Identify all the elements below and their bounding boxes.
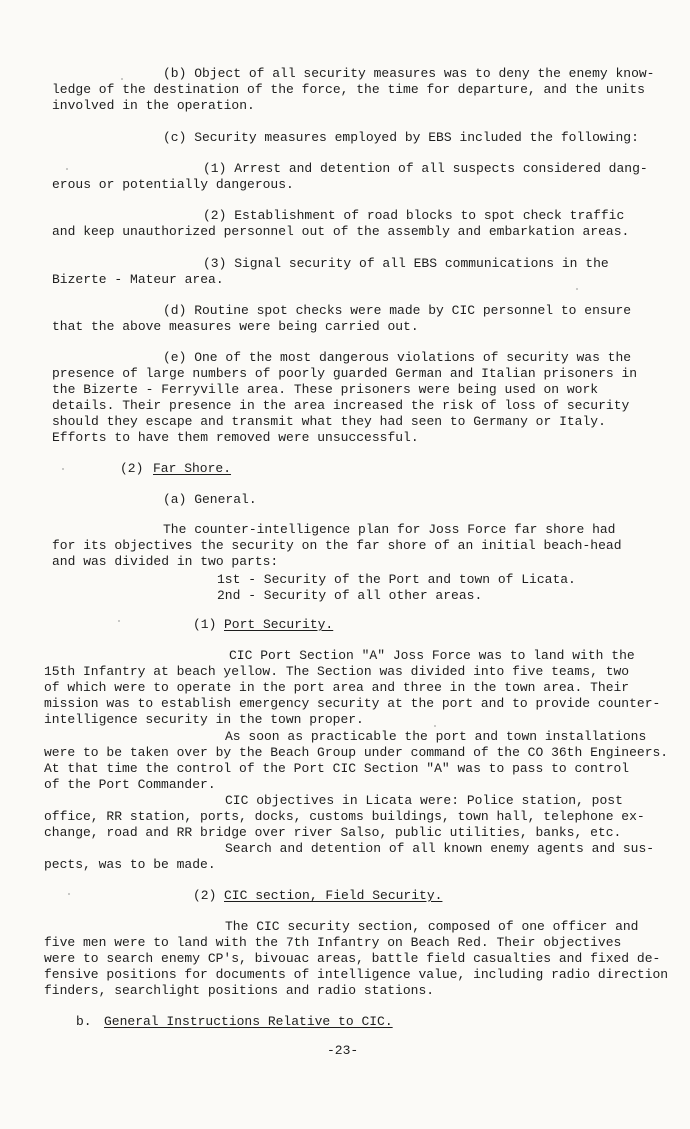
port-p2-line-2: were to be taken over by the Beach Group under command of the CO 36th Engineers.	[44, 745, 669, 760]
port-p3-line-1: CIC objectives in Licata were: Police station, post	[225, 793, 623, 808]
scan-speck	[434, 725, 436, 727]
para-e-line-3: the Bizerte - Ferryville area. These prisoners were being used on work	[52, 382, 599, 397]
cic-line-2: five men were to land with the 7th Infantry on Beach Red. Their objectives	[44, 935, 622, 950]
scan-speck	[62, 468, 64, 470]
para-e-line-5: should they escape and transmit what they had seen to Germany or Italy.	[52, 414, 606, 429]
para-d-line-2: that the above measures were being carried out.	[52, 319, 419, 334]
para-c-line-1: (c) Security measures employed by EBS included the following:	[163, 130, 639, 145]
cic-section-heading: CIC section, Field Security.	[224, 888, 443, 903]
para-e-line-4: details. Their presence in the area increased the risk of loss of security	[52, 398, 630, 413]
para-c1-line-1: (1) Arrest and detention of all suspects considered dang-	[203, 161, 648, 176]
port-security-number: (1)	[193, 617, 217, 632]
para-e-line-1: (e) One of the most dangerous violations of security was the	[163, 350, 632, 365]
port-p2-line-3: At that time the control of the Port CIC Section "A" was to pass to control	[44, 761, 630, 776]
port-p2-line-1: As soon as practicable the port and town installations	[225, 729, 647, 744]
cic-section-number: (2)	[193, 888, 217, 903]
port-p4-line-2: pects, was to be made.	[44, 857, 216, 872]
general-instructions-heading: General Instructions Relative to CIC.	[104, 1014, 393, 1029]
cic-line-1: The CIC security section, composed of one officer and	[225, 919, 639, 934]
scan-speck	[68, 893, 70, 895]
port-p4-line-1: Search and detention of all known enemy agents and sus-	[225, 841, 655, 856]
para-d-line-1: (d) Routine spot checks were made by CIC personnel to ensure	[163, 303, 632, 318]
para-c3-line-1: (3) Signal security of all EBS communications in the	[203, 256, 609, 271]
plan-line-2: for its objectives the security on the far shore of an initial beach-head	[52, 538, 622, 553]
scan-speck	[576, 288, 578, 290]
port-security-heading: Port Security.	[224, 617, 334, 632]
port-p1-line-1: CIC Port Section "A" Joss Force was to land with the	[229, 648, 635, 663]
plan-line-1: The counter-intelligence plan for Joss Force far shore had	[163, 522, 616, 537]
page-number: -23-	[327, 1043, 359, 1058]
far-shore-heading: Far Shore.	[153, 461, 232, 476]
plan-part-1: 1st - Security of the Port and town of Licata.	[217, 572, 576, 587]
scan-speck	[66, 168, 68, 170]
para-e-line-6: Efforts to have them removed were unsuccessful.	[52, 430, 419, 445]
para-c2-line-2: and keep unauthorized personnel out of the assembly and embarkation areas.	[52, 224, 630, 239]
port-p1-line-4: mission was to establish emergency security at the port and to provide counter-	[44, 696, 661, 711]
para-b-line-1: (b) Object of all security measures was to deny the enemy know-	[163, 66, 655, 81]
para-c3-line-2: Bizerte - Mateur area.	[52, 272, 224, 287]
plan-line-3: and was divided in two parts:	[52, 554, 279, 569]
port-p2-line-4: of the Port Commander.	[44, 777, 216, 792]
port-p1-line-5: intelligence security in the town proper.	[44, 712, 364, 727]
cic-line-3: were to search enemy CP's, bivouac areas, battle field casualties and fixed de-	[44, 951, 661, 966]
general-instructions-number: b.	[76, 1014, 92, 1029]
para-b-line-2: ledge of the destination of the force, the time for departure, and the units	[52, 82, 645, 97]
port-p3-line-3: change, road and RR bridge over river Salso, public utilities, banks, etc.	[44, 825, 622, 840]
para-c2-line-1: (2) Establishment of road blocks to spot check traffic	[203, 208, 625, 223]
para-e-line-2: presence of large numbers of poorly guarded German and Italian prisoners in	[52, 366, 638, 381]
far-shore-general-heading: (a) General.	[163, 492, 257, 507]
cic-line-4: fensive positions for documents of intelligence value, including radio direction	[44, 967, 669, 982]
port-p3-line-2: office, RR station, ports, docks, customs buildings, town hall, telephone ex-	[44, 809, 645, 824]
scan-speck	[118, 620, 120, 622]
cic-line-5: finders, searchlight positions and radio stations.	[44, 983, 435, 998]
plan-part-2: 2nd - Security of all other areas.	[217, 588, 483, 603]
port-p1-line-2: 15th Infantry at beach yellow. The Section was divided into five teams, two	[44, 664, 630, 679]
scan-speck	[121, 78, 123, 80]
port-p1-line-3: of which were to operate in the port area and three in the town area. Their	[44, 680, 630, 695]
para-b-line-3: involved in the operation.	[52, 98, 255, 113]
far-shore-number: (2)	[120, 461, 144, 476]
para-c1-line-2: erous or potentially dangerous.	[52, 177, 294, 192]
